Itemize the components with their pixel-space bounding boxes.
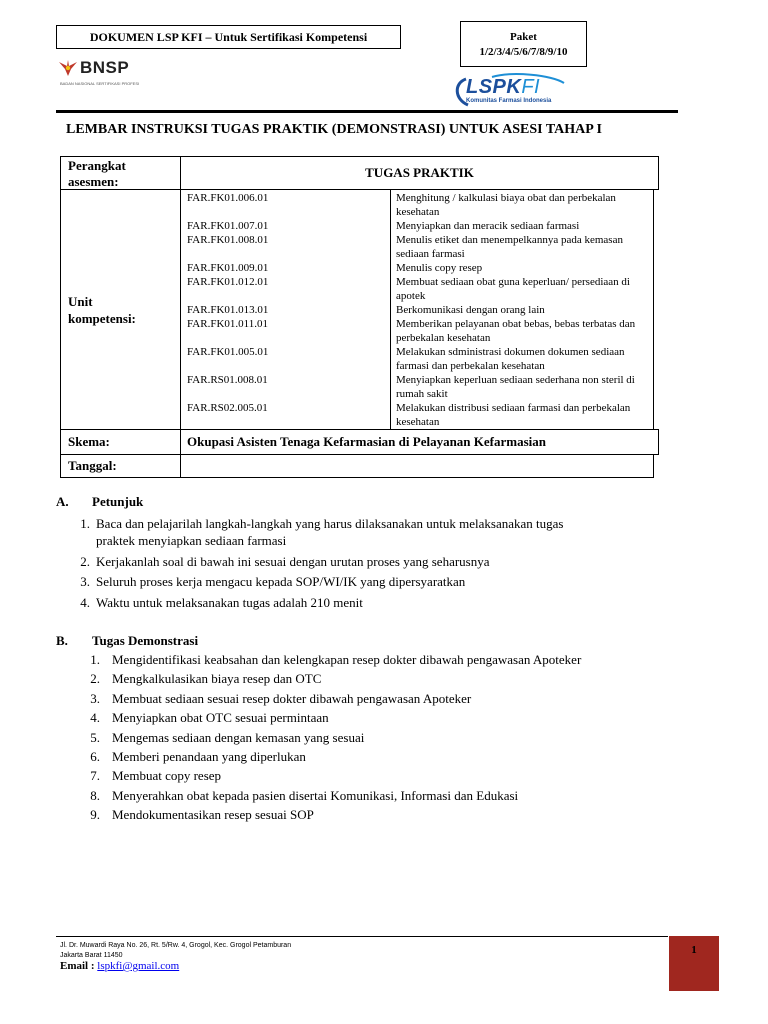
unit-label-line-2: kompetensi:: [68, 311, 136, 326]
perangkat-value: TUGAS PRAKTIK: [365, 165, 474, 180]
unit-description: Membuat sediaan obat guna keperluan/ persediaan di apotek: [396, 276, 630, 302]
footer-email-label: Email :: [60, 960, 98, 972]
task-text: Membuat sediaan sesuai resep dokter dibawah pengawasan Apoteker: [112, 690, 472, 706]
task-number: 4.: [90, 710, 100, 726]
page-title: LEMBAR INSTRUKSI TUGAS PRAKTIK (DEMONSTRASI) UNTUK ASESI TAHAP I: [66, 122, 602, 137]
section-b-letter: B.: [56, 633, 68, 648]
unit-label-line-1: Unit: [68, 294, 93, 309]
paket-box: [460, 21, 587, 67]
bnsp-logo-subtitle: BADAN NASIONAL SERTIFIKASI PROFESI: [60, 81, 140, 86]
task-number: 7.: [90, 768, 100, 784]
email-link[interactable]: lspkfi@gmail.com: [97, 960, 180, 972]
task-text: Menyiapkan obat OTC sesuai permintaan: [112, 710, 329, 726]
task-number: 8.: [90, 787, 100, 803]
skema-label-cell: [60, 429, 181, 455]
unit-code: FAR.RS01.008.01: [187, 374, 268, 386]
task-text: Mendokumentasikan resep sesuai SOP: [112, 807, 314, 823]
lsp-logo-main-text: LSPK: [466, 76, 522, 98]
unit-description: Menyiapkan keperluan sediaan sederhana non steril di rumah sakit: [396, 374, 635, 400]
perangkat-label: [68, 158, 126, 190]
lsp-kfi-logo: [452, 73, 567, 109]
bnsp-logo: [58, 55, 148, 91]
instruction-number: 1.: [80, 516, 90, 531]
unit-description: Menulis copy resep: [396, 262, 483, 274]
footer-address-line-2: Jakarta Barat 11450: [60, 952, 123, 959]
unit-code: FAR.FK01.013.01: [187, 304, 269, 316]
lsp-logo-accent-text: FI: [521, 76, 541, 98]
footer-address-line-1: Jl. Dr. Muwardi Raya No. 26, Rt. 5/Rw. 4, Grogol, Kec. Grogol Petamburan: [60, 942, 292, 949]
unit-label: [68, 293, 136, 327]
unit-code: FAR.FK01.006.01: [187, 192, 269, 204]
paket-value: 1/2/3/4/5/6/7/8/9/10: [479, 46, 568, 58]
skema-value: Okupasi Asisten Tenaga Kefarmasian di Pelayanan Kefarmasian: [187, 434, 546, 449]
footer-address: [60, 941, 291, 961]
task-number: 1.: [90, 652, 100, 667]
unit-description: Memberikan pelayanan obat bebas, bebas terbatas dan perbekalan kesehatan: [396, 318, 636, 344]
bnsp-logo-text: BNSP: [80, 58, 130, 77]
section-a-letter: A.: [56, 494, 69, 509]
instruction-number: 2.: [80, 554, 90, 569]
unit-description: Menulis etiket dan menempelkannya pada kemasan sediaan farmasi: [396, 234, 623, 260]
instruction-text: Baca dan pelajarilah langkah-langkah yang harus dilaksanakan untuk melaksanakan tugas: [96, 516, 564, 531]
unit-description: Melakukan distribusi sediaan farmasi dan perbekalan kesehatan: [396, 402, 631, 428]
instruction-number: 3.: [80, 574, 90, 589]
unit-code: FAR.FK01.011.01: [187, 318, 268, 330]
task-text: Memberi penandaan yang diperlukan: [112, 749, 306, 764]
document-title-box: [56, 25, 401, 49]
lsp-logo-subtitle: Komunitas Farmasi Indonesia: [466, 98, 552, 104]
page-number-box: [669, 936, 719, 991]
unit-code: FAR.RS02.005.01: [187, 402, 268, 414]
perangkat-label-cell: [60, 156, 181, 190]
tanggal-label: Tanggal:: [68, 458, 117, 473]
tanggal-value-cell[interactable]: [180, 454, 654, 478]
unit-code: FAR.FK01.008.01: [187, 234, 269, 246]
task-text: Membuat copy resep: [112, 768, 222, 784]
perangkat-value-cell: [180, 156, 659, 190]
garuda-icon: [58, 58, 78, 78]
task-number: 5.: [90, 729, 100, 745]
task-number: 6.: [90, 749, 100, 764]
task-text: Mengkalkulasikan biaya resep dan OTC: [112, 671, 322, 687]
document-title: DOKUMEN LSP KFI – Untuk Sertifikasi Kompetensi: [89, 29, 368, 44]
task-text: Menyerahkan obat kepada pasien disertai Komunikasi, Informasi dan Edukasi: [112, 787, 519, 803]
instruction-text: Kerjakanlah soal di bawah ini sesuai dengan urutan proses yang seharusnya: [96, 554, 490, 569]
skema-value-cell: [180, 429, 659, 455]
unit-column-divider: [390, 189, 391, 430]
perangkat-label-line-1: Perangkat: [68, 158, 126, 173]
page-number: 1: [691, 944, 697, 956]
unit-code: FAR.FK01.009.01: [187, 262, 269, 274]
footer-email: [60, 960, 179, 972]
unit-label-cell: [60, 189, 181, 430]
section-b-title: Tugas Demonstrasi: [92, 633, 199, 648]
task-text: Mengidentifikasi keabsahan dan kelengkapan resep dokter dibawah pengawasan Apoteker: [112, 652, 582, 667]
unit-description: Menyiapkan dan meracik sediaan farmasi: [396, 220, 580, 232]
instruction-number: 4.: [80, 595, 90, 610]
unit-description: Menghitung / kalkulasi biaya obat dan perbekalan kesehatan: [396, 192, 616, 218]
task-number: 3.: [90, 690, 100, 706]
task-number: 2.: [90, 671, 100, 687]
skema-label: Skema:: [68, 434, 110, 449]
instruction-text: Waktu untuk melaksanakan tugas adalah 210 menit: [96, 595, 363, 610]
task-number: 9.: [90, 807, 100, 823]
instruction-text: Seluruh proses kerja mengacu kepada SOP/WI/IK yang dipersyaratkan: [96, 574, 466, 589]
task-text: Mengemas sediaan dengan kemasan yang sesuai: [112, 729, 365, 745]
paket-label: Paket: [510, 31, 537, 43]
unit-code: FAR.FK01.007.01: [187, 220, 269, 232]
footer-divider: [56, 936, 668, 937]
unit-code: FAR.FK01.005.01: [187, 346, 269, 358]
unit-code: FAR.FK01.012.01: [187, 276, 269, 288]
unit-description: Melakukan sdministrasi dokumen dokumen sediaan farmasi dan perbekalan kesehatan: [396, 346, 625, 372]
lsp-logo-text: [466, 76, 540, 99]
header-divider: [56, 110, 678, 113]
unit-description: Berkomunikasi dengan orang lain: [396, 304, 545, 316]
perangkat-label-line-2: asesmen:: [68, 174, 119, 189]
section-a-title: Petunjuk: [92, 494, 144, 509]
tanggal-label-cell: [60, 454, 181, 478]
instruction-text: praktek menyiapkan sediaan farmasi: [96, 533, 287, 548]
